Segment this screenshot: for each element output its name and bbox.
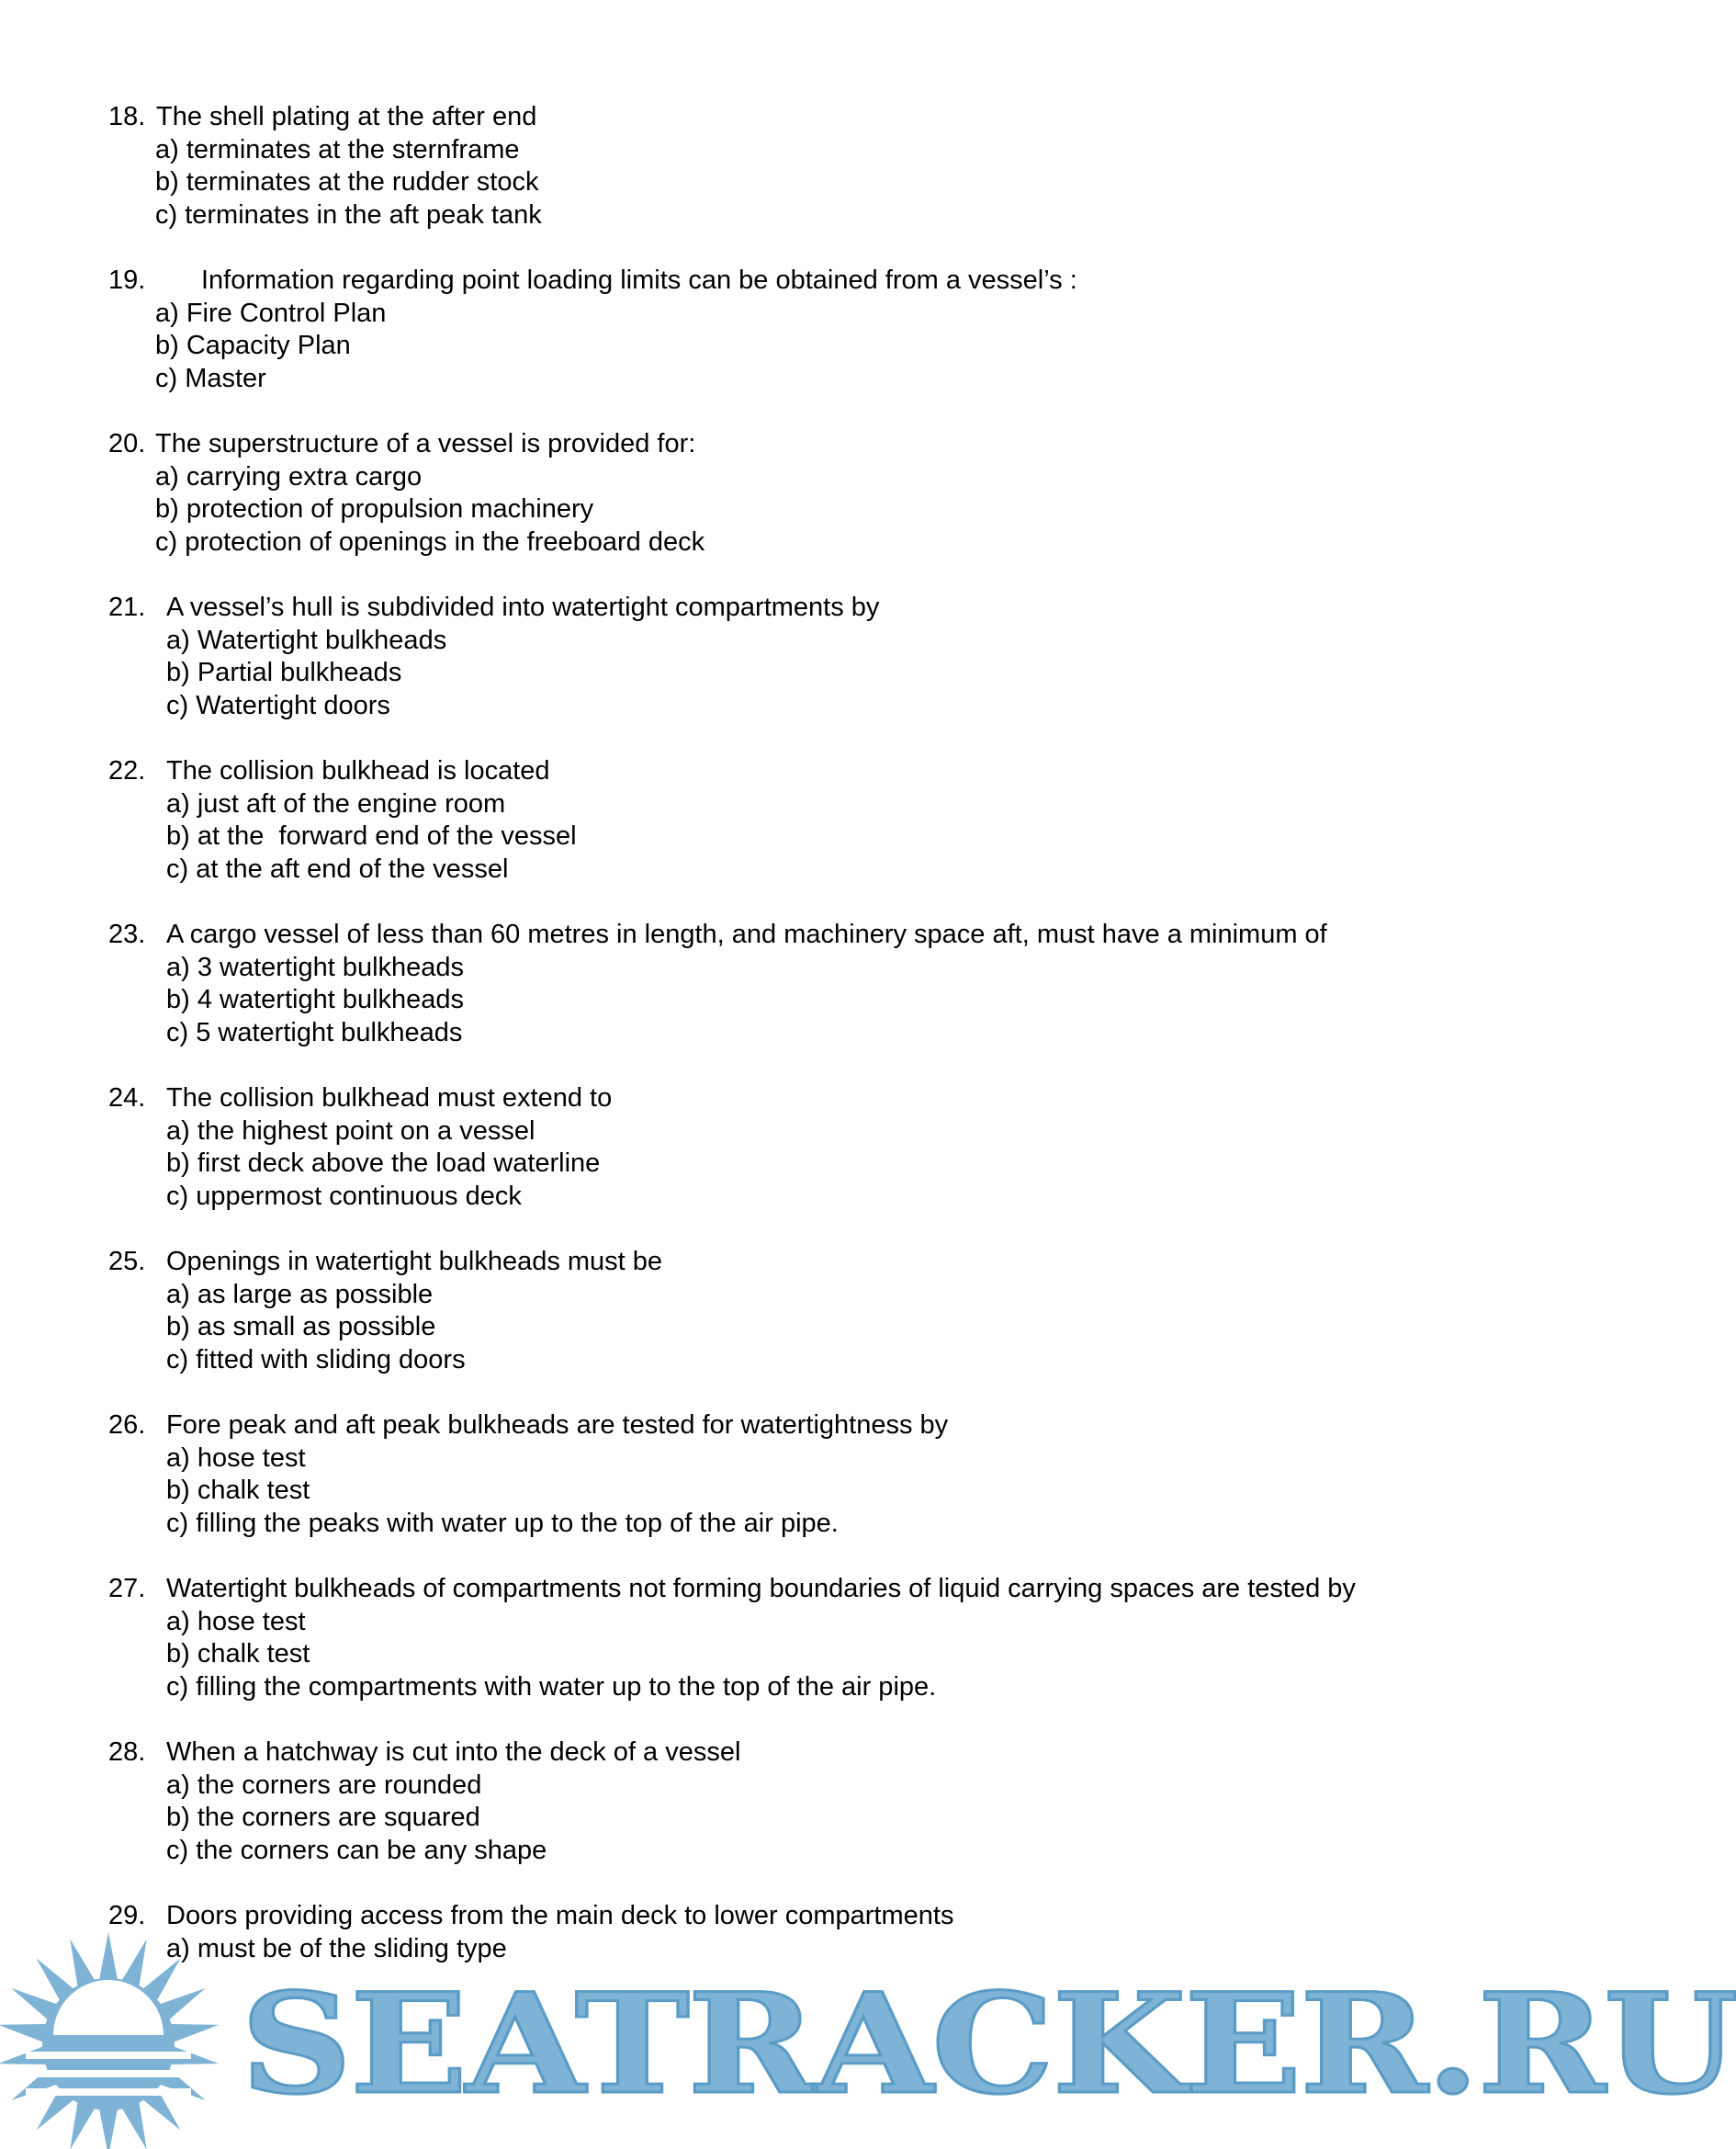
option-a: a) just aft of the engine room: [166, 788, 506, 819]
question-number: 19.: [108, 266, 146, 295]
option-b: b) first deck above the load waterline: [166, 1148, 601, 1178]
question-number: 24.: [108, 1083, 146, 1113]
question-number: 28.: [108, 1737, 146, 1767]
question-24: [108, 1082, 1468, 1213]
question-28: [108, 1736, 1468, 1867]
option-a: a) Fire Control Plan: [155, 298, 387, 328]
question-text: The collision bulkhead is located: [166, 756, 550, 786]
question-22: [108, 755, 1468, 886]
question-number: 26.: [108, 1410, 146, 1440]
option-a: a) as large as possible: [166, 1279, 434, 1309]
option-a: a) hose test: [166, 1442, 306, 1473]
question-number: 25.: [108, 1247, 146, 1276]
option-b: b) chalk test: [166, 1476, 310, 1505]
option-b: b) terminates at the rudder stock: [155, 167, 539, 197]
option-c: c) Master: [155, 363, 266, 393]
option-c: c) filling the peaks with water up to the top of the air pipe.: [166, 1508, 839, 1538]
option-b: b) 4 watertight bulkheads: [166, 985, 465, 1014]
question-text: The shell plating at the after end: [156, 102, 537, 131]
question-text: Information regarding point loading limits can be obtained from a vessel’s :: [201, 266, 1077, 295]
option-c: c) at the aft end of the vessel: [166, 854, 509, 884]
question-list: [108, 101, 1468, 1998]
option-c: c) uppermost continuous deck: [166, 1181, 522, 1211]
question-23: [108, 919, 1468, 1049]
option-a: a) must be of the sliding type: [166, 1933, 507, 1963]
question-text: A vessel’s hull is subdivided into watertight compartments by: [166, 593, 880, 622]
option-a: a) terminates at the sternframe: [155, 134, 520, 164]
question-text: Doors providing access from the main deck to lower compartments: [166, 1901, 954, 1930]
option-b: b) at the forward end of the vessel: [166, 821, 577, 851]
question-25: [108, 1246, 1468, 1376]
question-number: 27.: [108, 1574, 146, 1603]
option-a: a) the corners are rounded: [166, 1770, 482, 1800]
question-20: [108, 428, 1468, 559]
option-a: a) hose test: [166, 1606, 306, 1636]
question-27: [108, 1573, 1468, 1703]
question-text: Watertight bulkheads of compartments not forming boundaries of liquid carrying spaces are tested by: [166, 1574, 1356, 1603]
question-number: 18.: [108, 102, 146, 131]
question-26: [108, 1409, 1468, 1540]
question-text: When a hatchway is cut into the deck of a vessel: [166, 1737, 741, 1767]
option-b: b) chalk test: [166, 1639, 310, 1668]
question-text: Openings in watertight bulkheads must be: [166, 1247, 663, 1276]
watermark-logo: SEATRACKER.RU: [241, 1963, 1736, 2125]
option-c: c) the corners can be any shape: [166, 1835, 547, 1865]
sun-icon: [0, 0, 239, 2149]
question-text: A cargo vessel of less than 60 metres in length, and machinery space aft, must have a minimum of: [166, 920, 1327, 949]
question-21: [108, 592, 1468, 722]
question-number: 20.: [108, 429, 146, 458]
option-b: b) protection of propulsion machinery: [155, 494, 594, 524]
question-19: [108, 265, 1468, 395]
question-number: 29.: [108, 1901, 146, 1930]
question-text: The superstructure of a vessel is provided for:: [155, 429, 696, 458]
question-text: Fore peak and aft peak bulkheads are tested for watertightness by: [166, 1410, 949, 1440]
option-c: c) terminates in the aft peak tank: [155, 199, 542, 230]
option-a: a) carrying extra cargo: [155, 461, 423, 492]
option-c: c) Watertight doors: [166, 690, 390, 720]
question-29: [108, 1900, 1468, 1965]
question-number: 23.: [108, 920, 146, 949]
question-number: 21.: [108, 593, 146, 622]
option-a: a) 3 watertight bulkheads: [166, 952, 465, 982]
option-c: c) protection of openings in the freeboard deck: [155, 526, 705, 557]
question-18: [108, 101, 1468, 232]
question-number: 22.: [108, 756, 146, 786]
option-a: a) the highest point on a vessel: [166, 1115, 535, 1146]
option-c: c) fitted with sliding doors: [166, 1344, 466, 1374]
option-b: b) Partial bulkheads: [166, 658, 402, 687]
option-b: b) Capacity Plan: [155, 331, 351, 360]
option-c: c) filling the compartments with water up to the top of the air pipe.: [166, 1671, 937, 1702]
option-b: b) as small as possible: [166, 1312, 436, 1341]
question-text: The collision bulkhead must extend to: [166, 1083, 613, 1113]
option-a: a) Watertight bulkheads: [166, 625, 447, 655]
option-b: b) the corners are squared: [166, 1803, 480, 1832]
option-c: c) 5 watertight bulkheads: [166, 1017, 463, 1047]
